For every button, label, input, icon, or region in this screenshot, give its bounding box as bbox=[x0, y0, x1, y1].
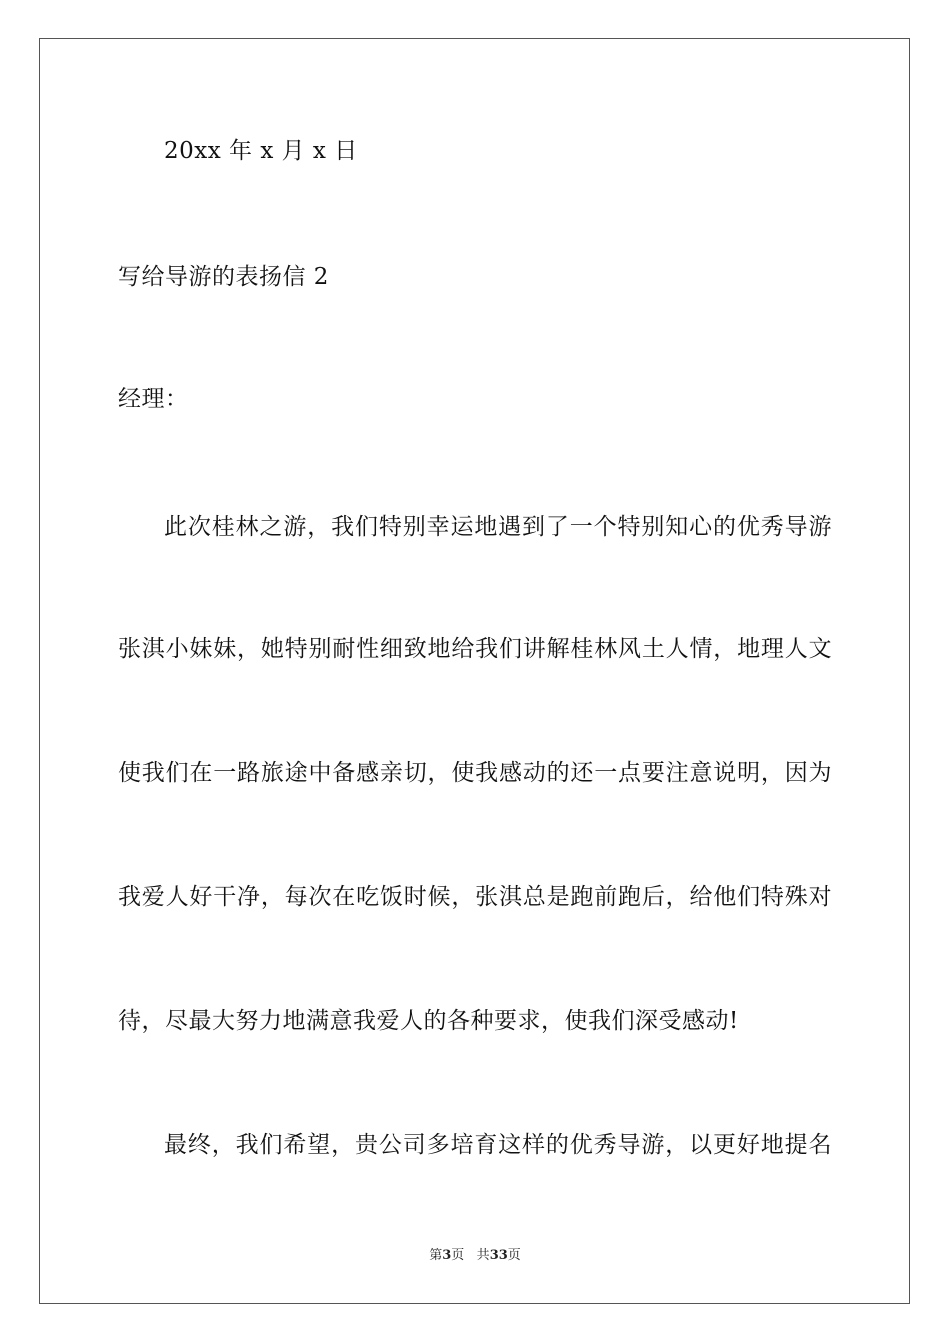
paragraph-2-line-1: 最终，我们希望，贵公司多培育这样的优秀导游，以更好地提名 bbox=[164, 1132, 832, 1158]
footer-total-suffix: 页 bbox=[507, 1248, 521, 1263]
footer-page-prefix: 第 bbox=[429, 1248, 443, 1263]
paragraph-1-line-5: 待，尽最大努力地满意我爱人的各种要求，使我们深受感动! bbox=[118, 1008, 739, 1034]
page-footer bbox=[0, 1248, 950, 1264]
footer-total-prefix: 共 bbox=[476, 1248, 490, 1263]
footer-current-page: 3 bbox=[442, 1248, 452, 1263]
page-border bbox=[39, 38, 910, 1304]
date-line: 20xx 年 x 月 x 日 bbox=[164, 138, 358, 164]
paragraph-1-line-3: 使我们在一路旅途中备感亲切，使我感动的还一点要注意说明，因为 bbox=[118, 760, 832, 786]
salutation: 经理： bbox=[118, 386, 189, 412]
footer-total-pages: 33 bbox=[489, 1248, 508, 1263]
paragraph-1-line-4: 我爱人好干净，每次在吃饭时候，张淇总是跑前跑后，给他们特殊对 bbox=[118, 884, 832, 910]
letter-title: 写给导游的表扬信 2 bbox=[118, 264, 329, 290]
footer-page-suffix: 页 bbox=[451, 1248, 465, 1263]
paragraph-1-line-2: 张淇小妹妹，她特别耐性细致地给我们讲解桂林风土人情，地理人文 bbox=[118, 636, 832, 662]
paragraph-1-line-1: 此次桂林之游，我们特别幸运地遇到了一个特别知心的优秀导游 bbox=[164, 514, 832, 540]
